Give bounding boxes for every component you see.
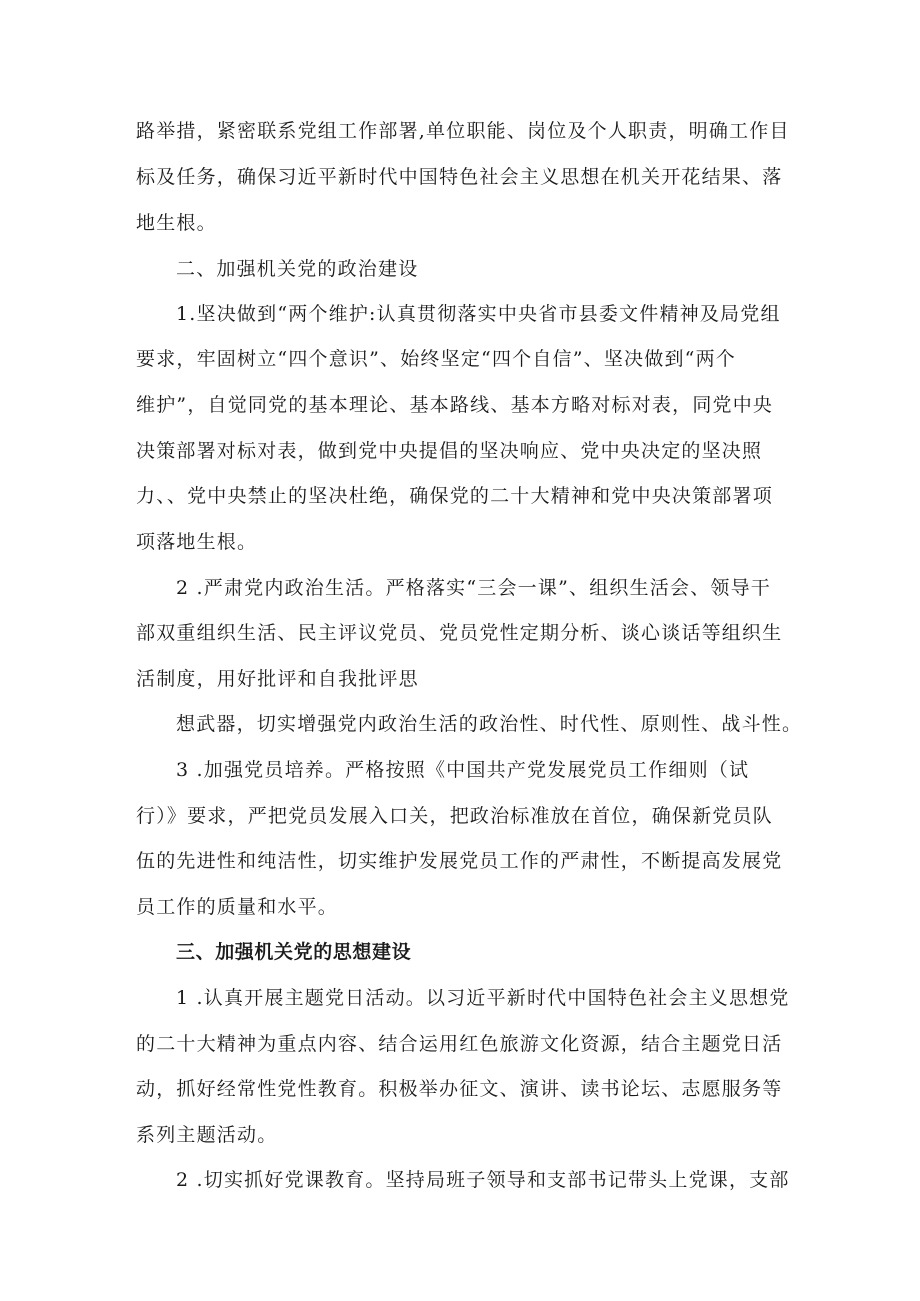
body-text-line: 2 .严肃党内政治生活。严格落实“三会一课”、组织生活会、领导干 [176, 577, 771, 599]
body-text-line: 项落地生根。 [136, 531, 258, 553]
body-text-line: 要求，牢固树立“四个意识”、始终坚定“四个自信”、坚决做到“两个 [136, 348, 736, 370]
body-text-line: 1.坚决做到“两个维护:认真贯彻落实中央省市县委文件精神及局党组 [176, 303, 781, 325]
body-text-line: 2 .切实抓好党课教育。坚持局班子领导和支部书记带头上党课，支部 [176, 1169, 790, 1191]
body-text-line: 3 .加强党员培养。严格按照《中国共产党发展党员工作细则（试 [176, 759, 750, 781]
body-text-line: 行）》要求，严把党员发展入口关，把政治标准放在首位，确保新党员队 [136, 805, 773, 827]
section-heading: 三、加强机关党的思想建设 [176, 941, 412, 963]
body-text-line: 1 .认真开展主题党日活动。以习近平新时代中国特色社会主义思想党 [176, 987, 790, 1009]
body-text-line: 系列主题活动。 [136, 1124, 278, 1146]
body-text-line: 维护”，自觉同党的基本理论、基本路线、基本方略对标对表，同党中央 [136, 394, 774, 416]
section-heading: 二、加强机关党的政治建设 [176, 258, 419, 280]
body-text-line: 地生根。 [136, 212, 217, 234]
body-text-line: 决策部署对标对表，做到党中央提倡的坚决响应、党中央决定的坚决照 [136, 440, 763, 462]
body-text-line: 员工作的质量和水平。 [136, 896, 339, 918]
body-text-line: 路举措，紧密联系党组工作部署,单位职能、岗位及个人职责，明确工作目 [136, 120, 790, 142]
body-text-line: 活制度，用好批评和自我批评思 [136, 668, 419, 690]
body-text-line: 标及任务，确保习近平新时代中国特色社会主义思想在机关开花结果、落 [136, 166, 783, 188]
body-text-line: 伍的先进性和纯洁性，切实维护发展党员工作的严肃性，不断提高发展党 [136, 850, 783, 872]
body-text-line: 的二十大精神为重点内容、结合运用红色旅游文化资源，结合主题党日活 [136, 1033, 783, 1055]
body-text-line: 动，抓好经常性党性教育。积极举办征文、演讲、读书论坛、志愿服务等 [136, 1078, 783, 1100]
body-text-line: 部双重组织生活、民主评议党员、党员党性定期分析、谈心谈话等组织生 [136, 622, 783, 644]
body-text-line: 想武器，切实增强党内政治生活的政治性、时代性、原则性、战斗性。 [176, 713, 803, 735]
body-text-line: 力、、党中央禁止的坚决杜绝，确保党的二十大精神和党中央决策部署项 [136, 485, 773, 507]
